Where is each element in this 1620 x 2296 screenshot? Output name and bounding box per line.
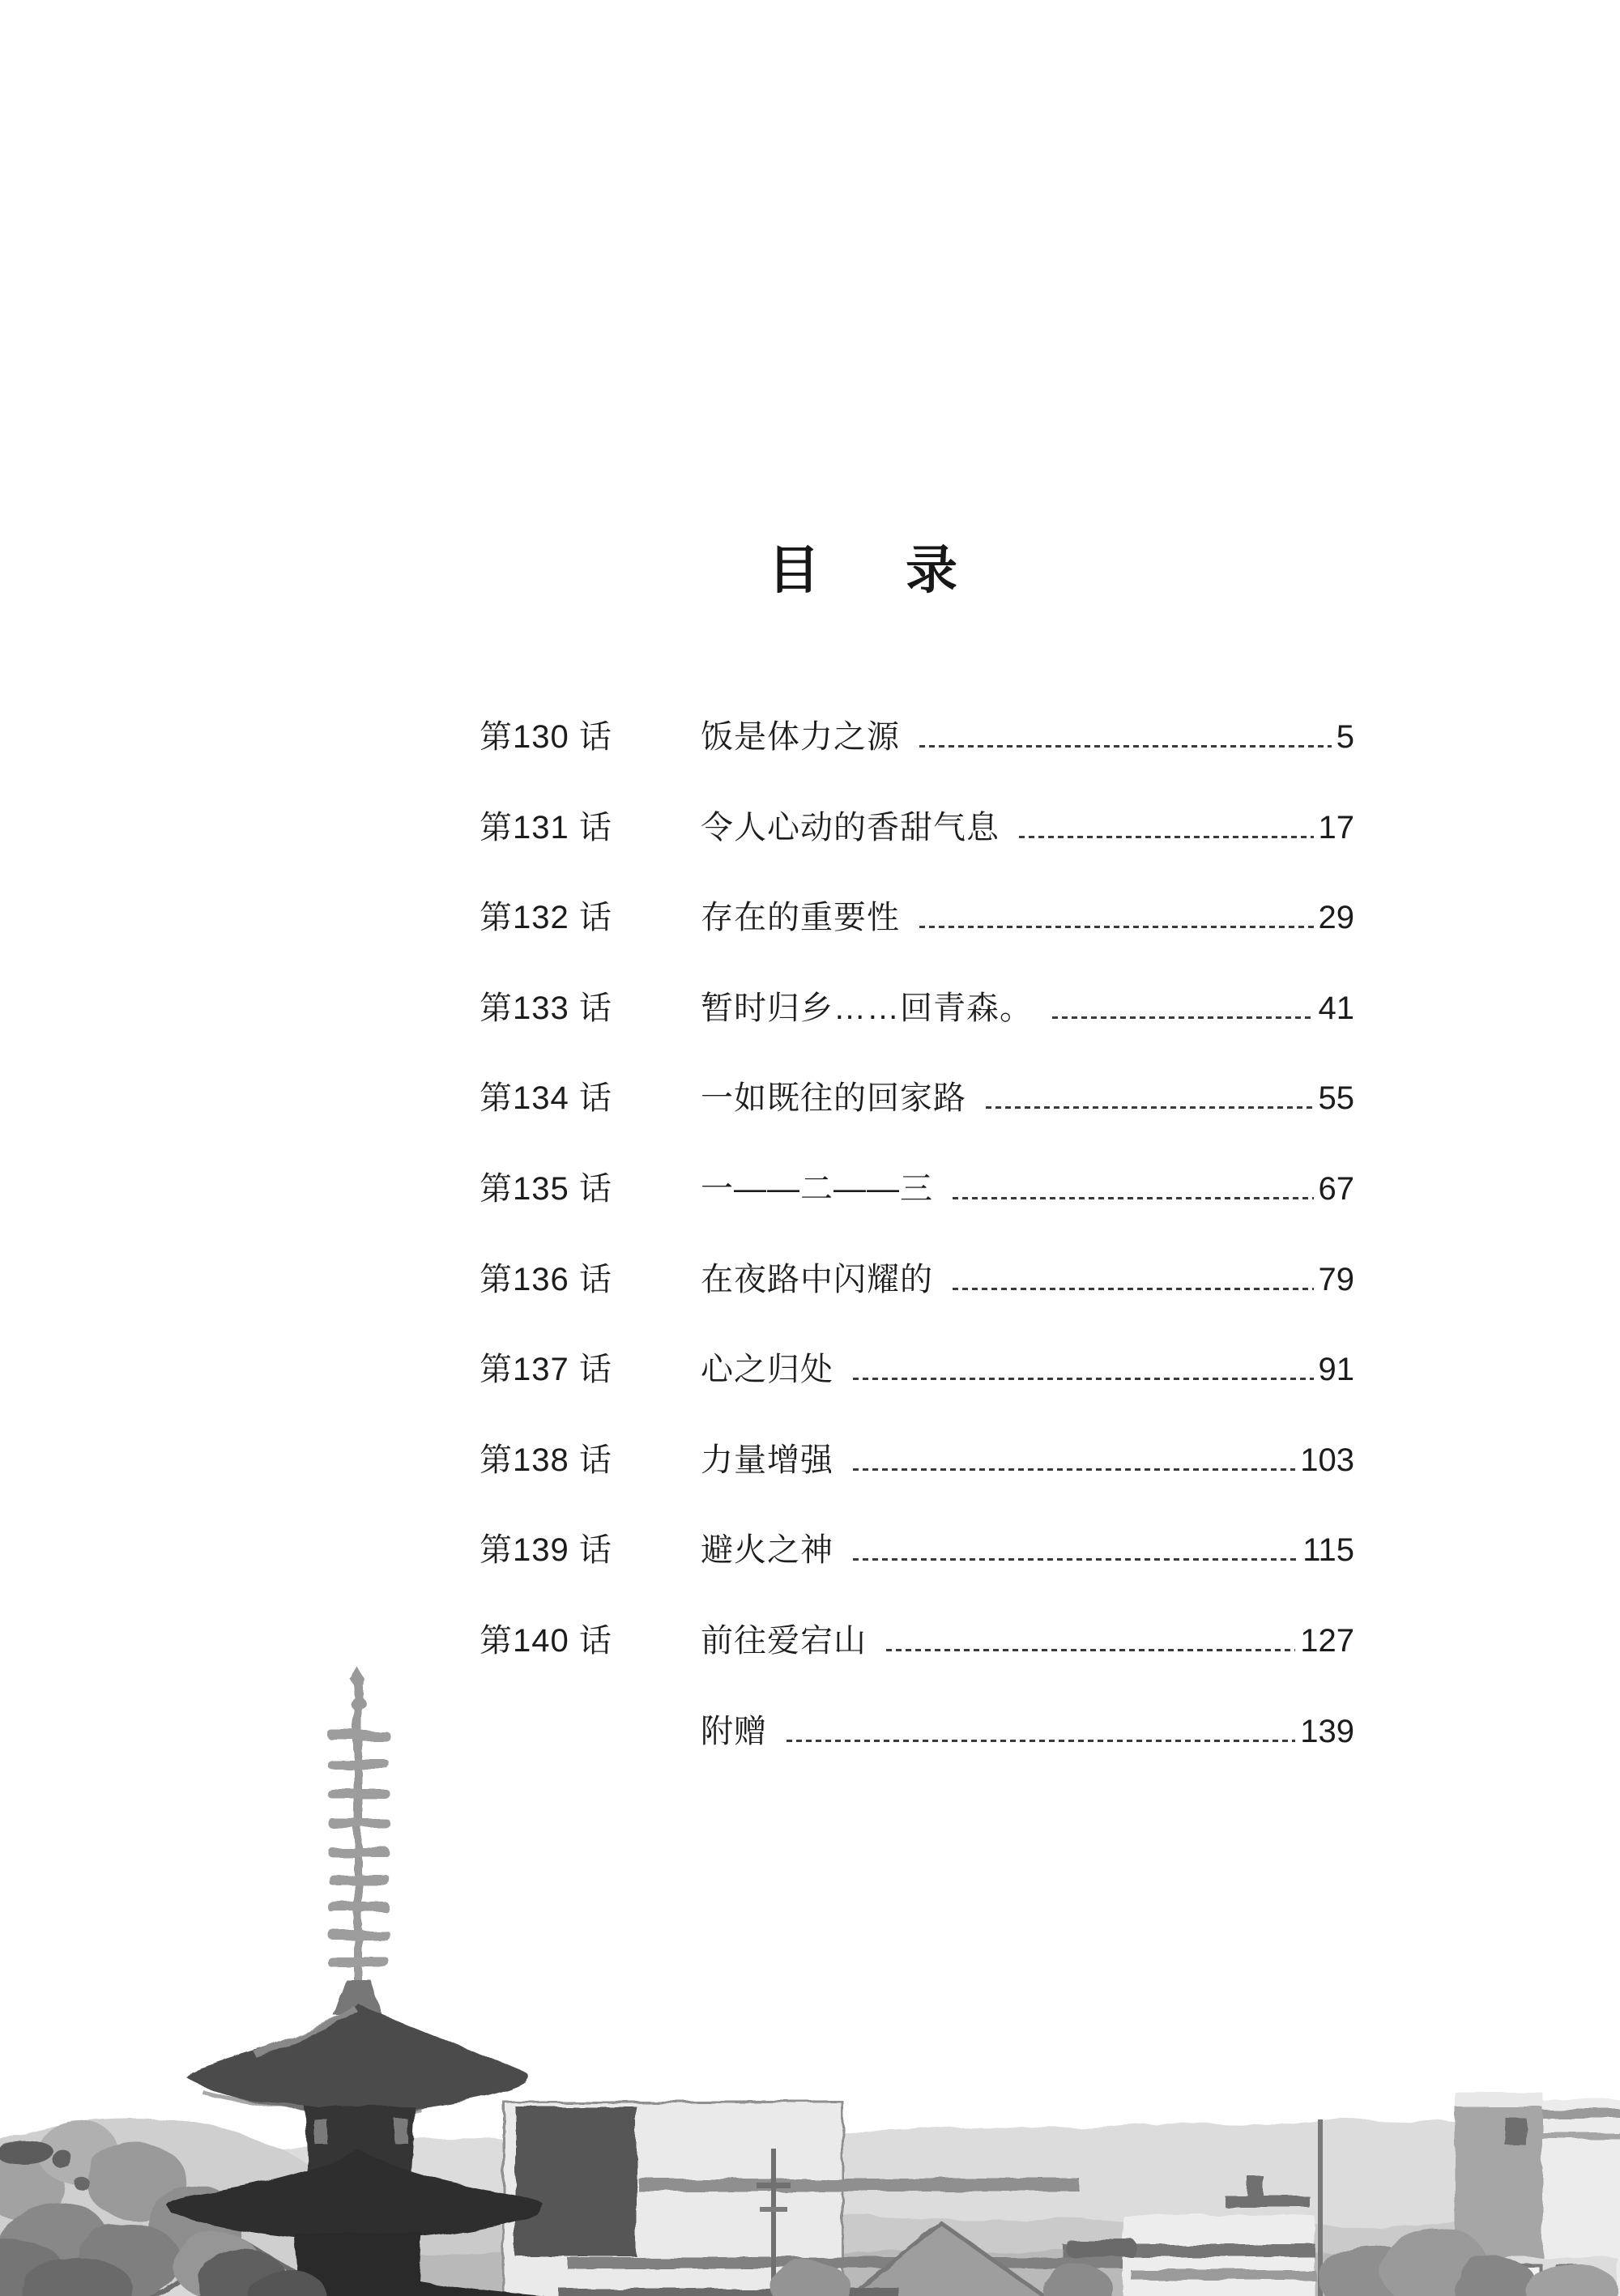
- toc-entry-title: 力量增强: [701, 1442, 833, 1478]
- toc-page-number: 103: [1300, 1442, 1354, 1478]
- toc-entry-title: 附赠: [701, 1713, 767, 1749]
- toc-page-number: 55: [1318, 1080, 1354, 1117]
- toc-row: [480, 783, 1354, 874]
- dotted-leader: [919, 745, 1332, 748]
- toc-page-number: 115: [1302, 1532, 1354, 1569]
- toc-row: [480, 964, 1354, 1054]
- dotted-leader: [853, 1558, 1298, 1561]
- pagoda-town-illustration: [0, 1656, 1620, 2296]
- toc-chapter-label: 第133 话: [480, 990, 612, 1026]
- toc-entry-title: 令人心动的香甜气息: [701, 809, 1000, 846]
- dotted-leader: [1052, 1016, 1314, 1019]
- toc-page-number: 79: [1318, 1261, 1354, 1297]
- toc-chapter-label: 第138 话: [480, 1442, 612, 1478]
- toc-row: [480, 1054, 1354, 1144]
- toc-chapter-label: 第137 话: [480, 1352, 612, 1388]
- toc-chapter-label: 第135 话: [480, 1170, 612, 1207]
- toc-row: [480, 692, 1354, 783]
- toc-row: [480, 1506, 1354, 1596]
- toc-entry-title: 存在的重要性: [701, 900, 900, 936]
- toc-entry-title: 暂时归乡……回青森。: [701, 990, 1033, 1026]
- toc-entry-title: 饭是体力之源: [701, 719, 900, 755]
- page-title: [768, 541, 957, 599]
- toc-page-number: 139: [1300, 1713, 1354, 1749]
- page-title-char-2: 录: [906, 541, 957, 599]
- toc-page-number: 5: [1336, 719, 1354, 755]
- toc-chapter-label: 第134 话: [480, 1080, 612, 1117]
- dotted-leader: [853, 1378, 1314, 1380]
- toc-row: [480, 1325, 1354, 1416]
- toc-entry-title: 一如既往的回家路: [701, 1080, 966, 1117]
- toc-list: [480, 692, 1354, 1777]
- toc-chapter-label: 第130 话: [480, 719, 612, 755]
- toc-row: [480, 1416, 1354, 1506]
- dotted-leader: [953, 1288, 1314, 1290]
- toc-page-number: 67: [1318, 1170, 1354, 1207]
- toc-page-number: 127: [1300, 1622, 1354, 1659]
- toc-entry-title: 避火之神: [701, 1532, 833, 1569]
- toc-chapter-label: 第131 话: [480, 809, 612, 846]
- toc-page-number: 91: [1318, 1352, 1354, 1388]
- page-title-char-1: 目: [768, 541, 820, 599]
- dotted-leader: [853, 1468, 1295, 1471]
- toc-chapter-label: 第132 话: [480, 900, 612, 936]
- toc-chapter-label: 第136 话: [480, 1261, 612, 1297]
- toc-chapter-label: 第139 话: [480, 1532, 612, 1569]
- dotted-leader: [886, 1649, 1295, 1651]
- toc-entry-title: 一——二——三: [701, 1170, 933, 1207]
- toc-page-number: 17: [1318, 809, 1354, 846]
- toc-chapter-label: 第140 话: [480, 1622, 612, 1659]
- dotted-leader: [986, 1106, 1314, 1109]
- dotted-leader: [953, 1197, 1314, 1199]
- dotted-leader: [1019, 836, 1314, 838]
- toc-row: [480, 1144, 1354, 1235]
- toc-entry-title: 心之归处: [701, 1352, 833, 1388]
- toc-row: [480, 1235, 1354, 1326]
- toc-row: [480, 873, 1354, 964]
- toc-entry-title: 在夜路中闪耀的: [701, 1261, 933, 1297]
- dotted-leader: [919, 926, 1314, 928]
- toc-page-number: 41: [1318, 990, 1354, 1026]
- toc-page-number: 29: [1318, 900, 1354, 936]
- toc-entry-title: 前往爱宕山: [701, 1622, 867, 1659]
